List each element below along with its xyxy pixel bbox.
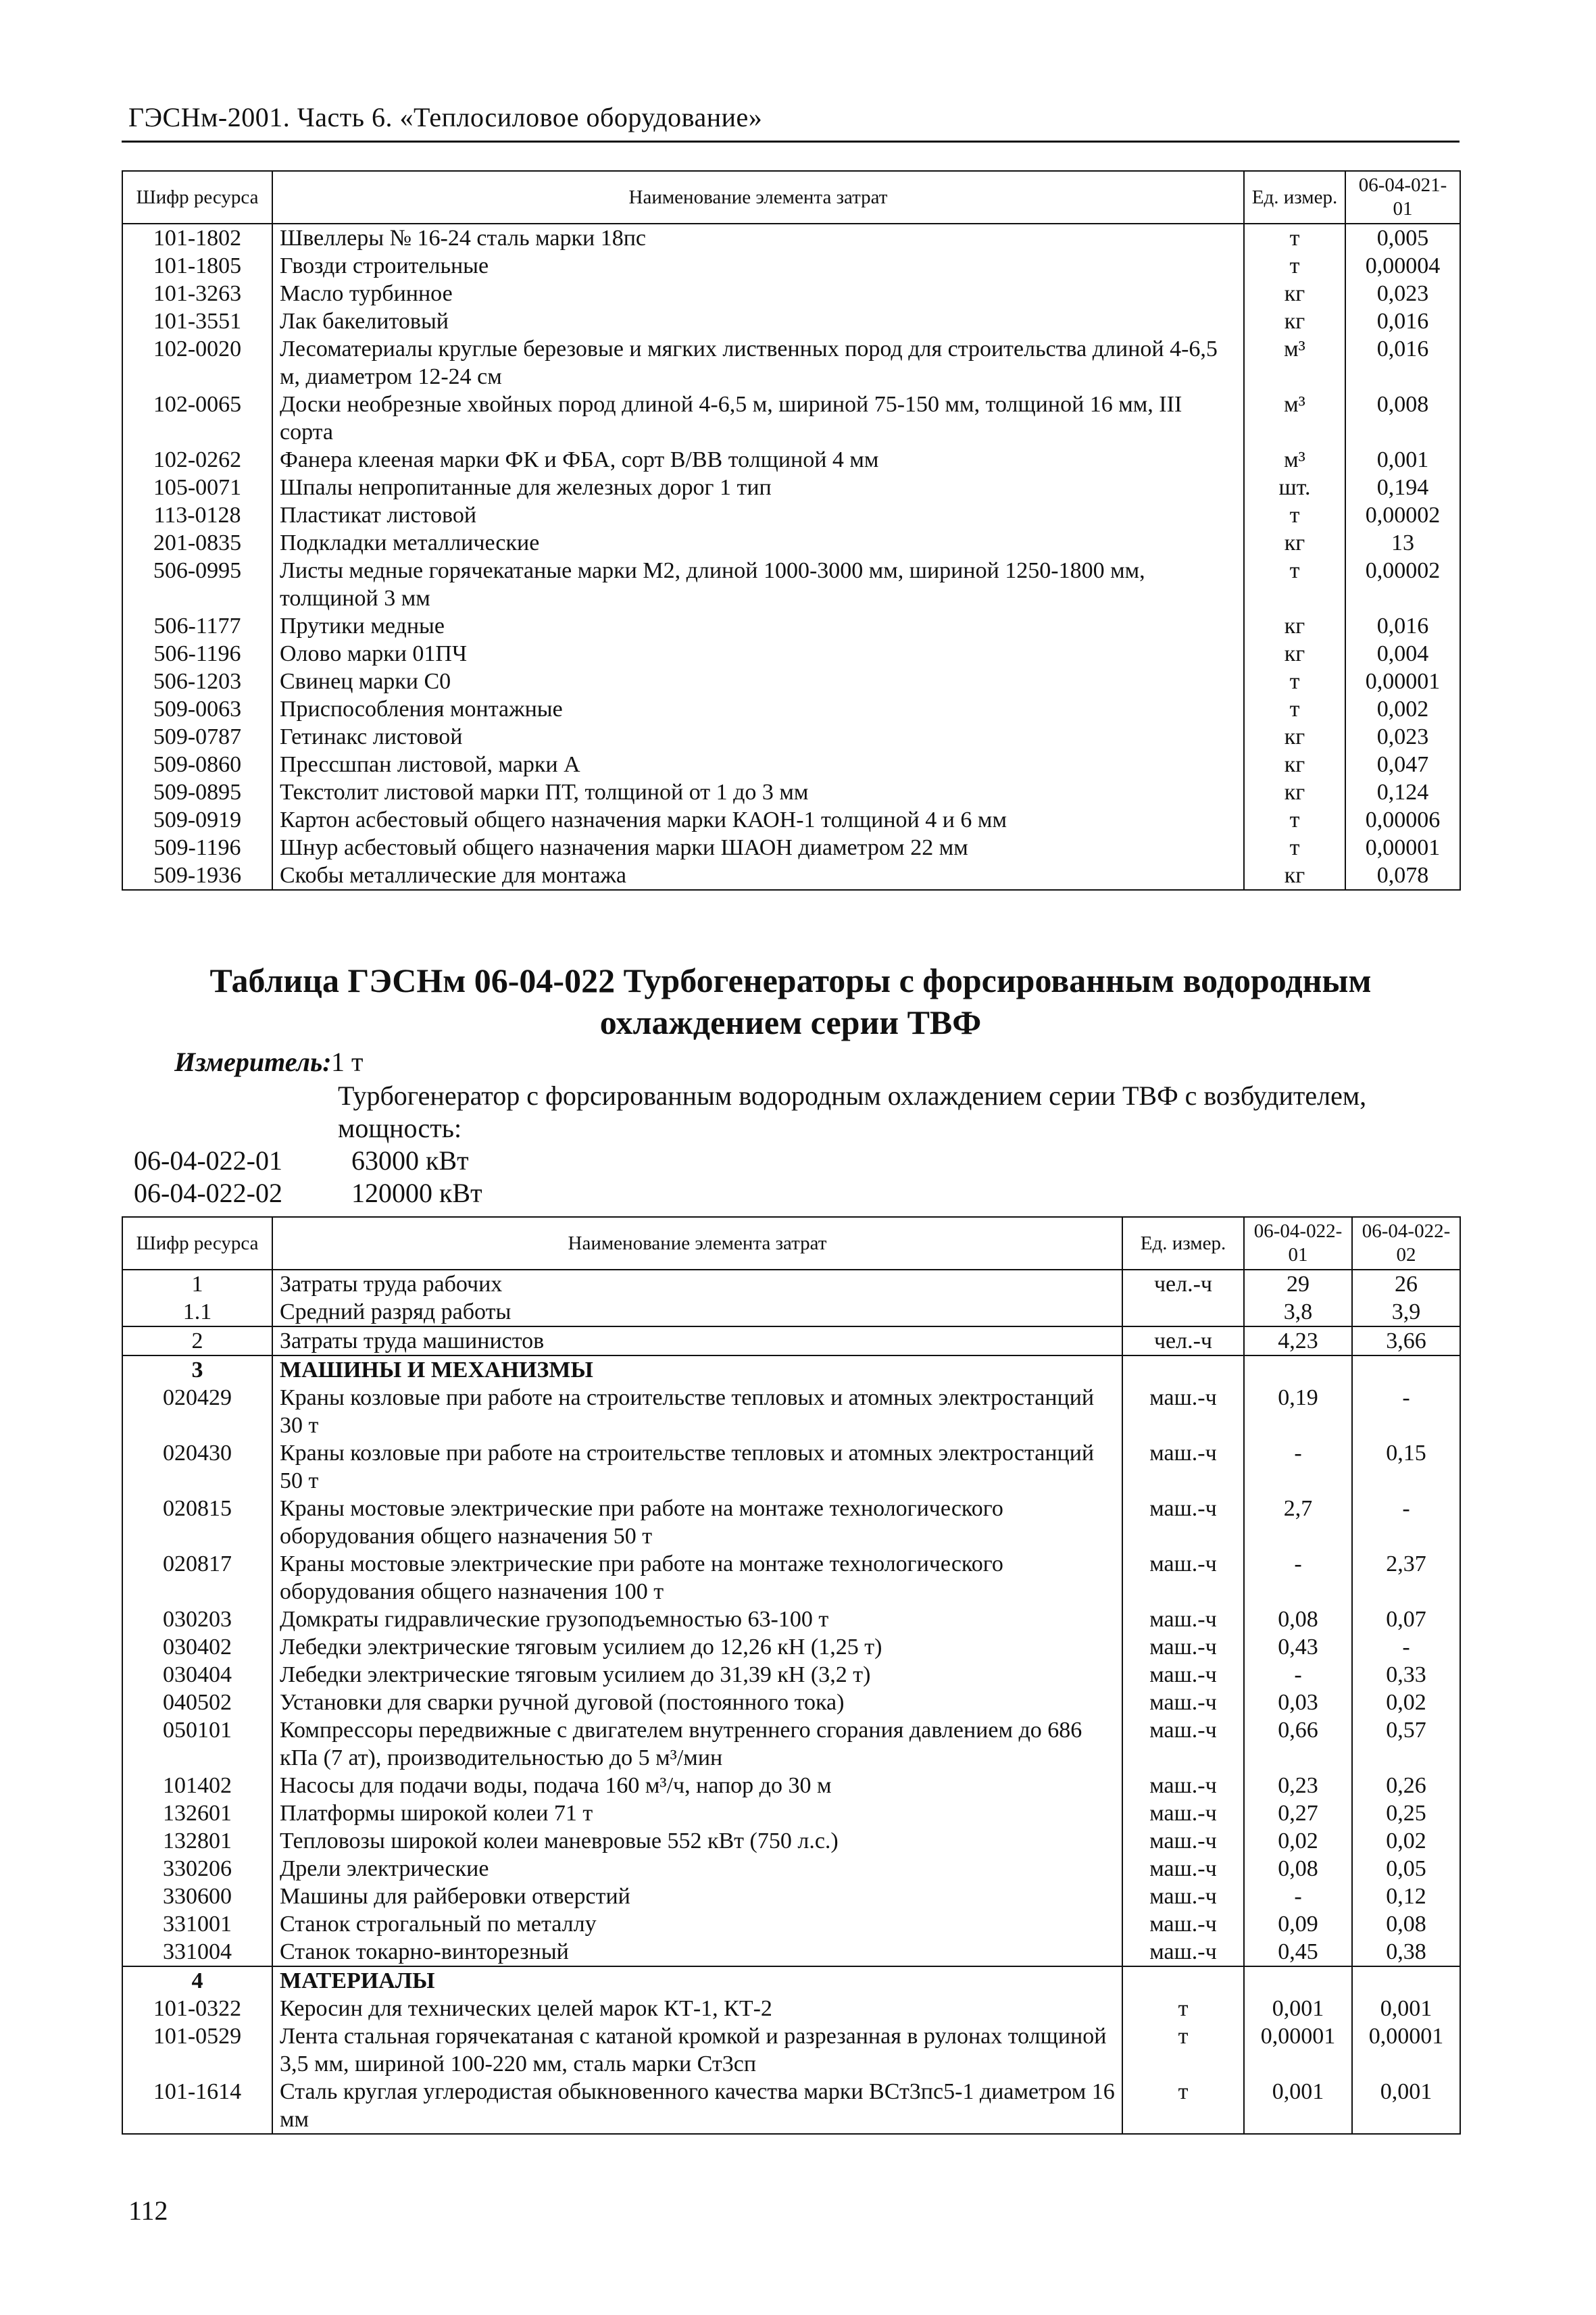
table-row [122,1995,1460,2022]
value-col1: 0,00001 [1345,834,1460,862]
value-col2: 0,12 [1352,1883,1460,1910]
resource-name: Станок строгальный по металлу [272,1910,1122,1938]
value-col1: 29 [1244,1270,1352,1298]
unit: маш.-ч [1122,1910,1244,1938]
value-col2: 0,001 [1352,2078,1460,2134]
value-col1: 0,001 [1345,446,1460,474]
resource-name: Скобы металлические для монтажа [272,862,1244,890]
resource-code: 330600 [122,1883,272,1910]
unit: т [1244,834,1345,862]
resource-code: 040502 [122,1689,272,1716]
table-row [122,557,1460,612]
resource-code: 101-3551 [122,307,272,335]
value-col1: 13 [1345,529,1460,557]
resource-code: 331004 [122,1938,272,1966]
resource-code: 020430 [122,1439,272,1495]
table-row [122,751,1460,778]
resource-code: 101-0529 [122,2022,272,2078]
value-col2 [1352,1966,1460,1995]
table-row [122,612,1460,640]
unit: м³ [1244,446,1345,474]
value-col2: 0,00001 [1352,2022,1460,2078]
resource-name: Масло турбинное [272,280,1244,307]
description-line1: Турбогенератор с форсированным водородным охлаждением серии ТВФ с возбудителем, [338,1080,1367,1111]
table-row [122,252,1460,280]
resource-code: 101-0322 [122,1995,272,2022]
resource-code: 020815 [122,1495,272,1550]
resource-code: 330206 [122,1855,272,1883]
resource-code: 509-0919 [122,806,272,834]
resource-name: Лента стальная горячекатаная с катаной кромкой и разрезанная в рулонах толщиной 3,5 мм, шириной 100-220 мм, сталь марки Ст3сп [272,2022,1122,2078]
value-col2: - [1352,1495,1460,1550]
value-col1: 0,016 [1345,612,1460,640]
resource-code: 101402 [122,1772,272,1799]
value-col1: 0,005 [1345,224,1460,252]
value-col1: - [1244,1661,1352,1689]
resource-name: Компрессоры передвижные с двигателем внутреннего сгорания давлением до 686 кПа (7 ат), производительностью до 5 м³/мин [272,1716,1122,1772]
resource-code: 102-0020 [122,335,272,391]
table-row [122,2022,1460,2078]
unit: маш.-ч [1122,1633,1244,1661]
value-col1: 0,43 [1244,1633,1352,1661]
variant-code: 06-04-022-01 [134,1145,282,1176]
unit: кг [1244,280,1345,307]
unit: маш.-ч [1122,1550,1244,1605]
resource-name: Прессшпан листовой, марки А [272,751,1244,778]
table-row [122,280,1460,307]
resource-code: 3 [122,1355,272,1384]
value-col1: 0,016 [1345,307,1460,335]
resource-name: Швеллеры № 16-24 сталь марки 18пс [272,224,1244,252]
value-col2: 2,37 [1352,1550,1460,1605]
resource-code: 506-1177 [122,612,272,640]
unit: т [1244,501,1345,529]
resource-code: 509-1936 [122,862,272,890]
value-col1: 3,8 [1244,1298,1352,1326]
header-col1: 06-04-021-01 [1345,171,1460,224]
value-col1: 0,001 [1244,1995,1352,2022]
unit: т [1244,668,1345,695]
value-col1 [1244,1966,1352,1995]
unit: кг [1244,529,1345,557]
value-col1: 0,19 [1244,1384,1352,1439]
resource-code: 102-0065 [122,391,272,446]
unit: чел.-ч [1122,1270,1244,1298]
resource-code: 020817 [122,1550,272,1605]
unit: кг [1244,723,1345,751]
unit: кг [1244,307,1345,335]
table-row [122,529,1460,557]
resource-code: 1 [122,1270,272,1298]
value-col1: 0,124 [1345,778,1460,806]
resource-name: Машины для райберовки отверстий [272,1883,1122,1910]
resource-code: 132601 [122,1799,272,1827]
unit: т [1122,2022,1244,2078]
unit: т [1244,252,1345,280]
table-row [122,391,1460,446]
value-col1: 0,001 [1244,2078,1352,2134]
table-row [122,806,1460,834]
resource-code: 105-0071 [122,474,272,501]
value-col2 [1352,1355,1460,1384]
resource-code: 509-0860 [122,751,272,778]
value-col2: 0,57 [1352,1716,1460,1772]
resource-name: Тепловозы широкой колеи маневровые 552 кВт (750 л.с.) [272,1827,1122,1855]
resource-code: 1.1 [122,1298,272,1326]
table-row [122,2078,1460,2134]
resource-code: 4 [122,1966,272,1995]
table-row [122,1716,1460,1772]
unit: маш.-ч [1122,1661,1244,1689]
resource-name: Листы медные горячекатаные марки М2, длиной 1000-3000 мм, шириной 1250-1800 мм, толщиной 3 мм [272,557,1244,612]
value-col1: - [1244,1439,1352,1495]
unit: маш.-ч [1122,1384,1244,1439]
value-col1: 0,023 [1345,280,1460,307]
resource-code: 509-0063 [122,695,272,723]
resource-code: 113-0128 [122,501,272,529]
resource-name: МАТЕРИАЛЫ [272,1966,1122,1995]
value-col1: 0,00002 [1345,557,1460,612]
unit: маш.-ч [1122,1605,1244,1633]
table-title [122,960,1460,1043]
header-code: Шифр ресурса [122,171,272,224]
value-col2: 26 [1352,1270,1460,1298]
value-col1: 0,23 [1244,1772,1352,1799]
unit: чел.-ч [1122,1326,1244,1355]
resource-name: Затраты труда машинистов [272,1326,1122,1355]
table-row [122,1661,1460,1689]
table-row [122,1605,1460,1633]
unit: м³ [1244,335,1345,391]
header-name: Наименование элемента затрат [272,171,1244,224]
value-col2: - [1352,1384,1460,1439]
unit: м³ [1244,391,1345,446]
value-col1: 0,00006 [1345,806,1460,834]
value-col1: 0,02 [1244,1827,1352,1855]
resource-name: Шпалы непропитанные для железных дорог 1 тип [272,474,1244,501]
resource-code: 101-1802 [122,224,272,252]
measure-label: Измеритель: [174,1047,332,1077]
unit: маш.-ч [1122,1689,1244,1716]
resource-code: 101-3263 [122,280,272,307]
resource-name: Текстолит листовой марки ПТ, толщиной от 1 до 3 мм [272,778,1244,806]
resource-name: Гвозди строительные [272,252,1244,280]
variant-code: 06-04-022-02 [134,1178,282,1208]
resource-name: Насосы для подачи воды, подача 160 м³/ч, напор до 30 м [272,1772,1122,1799]
resource-name: Картон асбестовый общего назначения марки КАОН-1 толщиной 4 и 6 мм [272,806,1244,834]
table-row [122,778,1460,806]
unit: маш.-ч [1122,1883,1244,1910]
value-col1: 0,078 [1345,862,1460,890]
value-col2: 0,001 [1352,1995,1460,2022]
unit: маш.-ч [1122,1938,1244,1966]
resource-name: Шнур асбестовый общего назначения марки ШАОН диаметром 22 мм [272,834,1244,862]
table-row [122,1633,1460,1661]
table-row [122,1355,1460,1384]
value-col1: 0,00004 [1345,252,1460,280]
table-row [122,862,1460,890]
table-row [122,1270,1460,1298]
table-row [122,1827,1460,1855]
resource-name: Керосин для технических целей марок КТ-1, КТ-2 [272,1995,1122,2022]
table2-body [122,1270,1460,2134]
table-row [122,640,1460,668]
resource-name: Платформы широкой колеи 71 т [272,1799,1122,1827]
value-col2: 0,07 [1352,1605,1460,1633]
table-row [122,1384,1460,1439]
resource-code: 506-0995 [122,557,272,612]
resource-name: Средний разряд работы [272,1298,1122,1326]
value-col1: 0,09 [1244,1910,1352,1938]
resource-name: Фанера клееная марки ФК и ФБА, сорт В/ВВ толщиной 4 мм [272,446,1244,474]
value-col2: 0,15 [1352,1439,1460,1495]
header-name: Наименование элемента затрат [272,1217,1122,1270]
resource-name: Затраты труда рабочих [272,1270,1122,1298]
table-row [122,834,1460,862]
table-title-line1: Таблица ГЭСНм 06-04-022 Турбогенераторы с форсированным водородным [209,962,1372,999]
table-row [122,1855,1460,1883]
resource-name: Краны мостовые электрические при работе на монтаже технологического оборудования общего назначения 50 т [272,1495,1122,1550]
resource-name: Сталь круглая углеродистая обыкновенного качества марки ВСт3пс5-1 диаметром 16 мм [272,2078,1122,2134]
resource-code: 506-1203 [122,668,272,695]
value-col1: 0,047 [1345,751,1460,778]
resource-table-021 [122,170,1461,891]
table-row [122,1910,1460,1938]
value-col2: 0,26 [1352,1772,1460,1799]
resource-code: 030404 [122,1661,272,1689]
unit [1122,1966,1244,1995]
resource-name: Свинец марки С0 [272,668,1244,695]
table-row [122,1772,1460,1799]
table-row [122,1883,1460,1910]
page-number: 112 [128,2195,168,2226]
table-row [122,1439,1460,1495]
resource-name: Станок токарно-винторезный [272,1938,1122,1966]
resource-code: 132801 [122,1827,272,1855]
variant-value: 63000 кВт [351,1145,469,1176]
value-col1: 0,66 [1244,1716,1352,1772]
resource-code: 201-0835 [122,529,272,557]
resource-name: Прутики медные [272,612,1244,640]
resource-code: 020429 [122,1384,272,1439]
table-title-line2: охлаждением серии ТВФ [599,1003,982,1041]
value-col1: 0,03 [1244,1689,1352,1716]
resource-name: Краны козловые при работе на строительстве тепловых и атомных электростанций 50 т [272,1439,1122,1495]
resource-name: Краны козловые при работе на строительстве тепловых и атомных электростанций 30 т [272,1384,1122,1439]
resource-code: 506-1196 [122,640,272,668]
unit: кг [1244,640,1345,668]
table-row [122,1326,1460,1355]
value-col2: 3,66 [1352,1326,1460,1355]
table-row [122,224,1460,252]
table-row [122,474,1460,501]
resource-code: 050101 [122,1716,272,1772]
header-unit: Ед. измер. [1244,171,1345,224]
value-col2: 0,02 [1352,1689,1460,1716]
resource-name: Приспособления монтажные [272,695,1244,723]
resource-name: Олово марки 01ПЧ [272,640,1244,668]
table-row [122,1689,1460,1716]
table-row [122,1495,1460,1550]
unit: кг [1244,862,1345,890]
resource-code: 509-1196 [122,834,272,862]
unit: маш.-ч [1122,1495,1244,1550]
resource-name: МАШИНЫ И МЕХАНИЗМЫ [272,1355,1122,1384]
header-code: Шифр ресурса [122,1217,272,1270]
resource-code: 101-1614 [122,2078,272,2134]
resource-name: Лак бакелитовый [272,307,1244,335]
value-col1: 4,23 [1244,1326,1352,1355]
unit: маш.-ч [1122,1855,1244,1883]
value-col1: 0,45 [1244,1938,1352,1966]
table-row [122,1938,1460,1966]
table-row [122,1799,1460,1827]
unit: маш.-ч [1122,1772,1244,1799]
resource-name: Краны мостовые электрические при работе на монтаже технологического оборудования общего назначения 100 т [272,1550,1122,1605]
resource-name: Лебедки электрические тяговым усилием до 12,26 кН (1,25 т) [272,1633,1122,1661]
resource-name: Домкраты гидравлические грузоподъемностью 63-100 т [272,1605,1122,1633]
value-col2: 0,33 [1352,1661,1460,1689]
unit: т [1244,224,1345,252]
description-line2: мощность: [338,1113,462,1143]
unit: т [1244,806,1345,834]
value-col1: 0,002 [1345,695,1460,723]
unit: маш.-ч [1122,1439,1244,1495]
value-col1: 0,08 [1244,1855,1352,1883]
value-col1 [1244,1355,1352,1384]
header-col2: 06-04-022-02 [1352,1217,1460,1270]
value-col1: 0,08 [1244,1605,1352,1633]
value-col1: 2,7 [1244,1495,1352,1550]
unit: маш.-ч [1122,1716,1244,1772]
table-row [122,1298,1460,1326]
value-col1: 0,194 [1345,474,1460,501]
unit [1122,1298,1244,1326]
running-header: ГЭСНм-2001. Часть 6. «Теплосиловое оборудование» [128,102,763,132]
unit: шт. [1244,474,1345,501]
resource-code: 030203 [122,1605,272,1633]
value-col2: 3,9 [1352,1298,1460,1326]
unit: т [1244,557,1345,612]
unit: т [1122,2078,1244,2134]
unit: маш.-ч [1122,1799,1244,1827]
value-col2: 0,38 [1352,1938,1460,1966]
table-row [122,1550,1460,1605]
value-col1: 0,023 [1345,723,1460,751]
description [338,1080,1419,1145]
header-unit: Ед. измер. [1122,1217,1244,1270]
resource-code: 030402 [122,1633,272,1661]
variant-value: 120000 кВт [351,1178,482,1208]
resource-name: Лебедки электрические тяговым усилием до 31,39 кН (3,2 т) [272,1661,1122,1689]
value-col1: 0,00001 [1244,2022,1352,2078]
table-row [122,695,1460,723]
value-col2: 0,25 [1352,1799,1460,1827]
header-col1: 06-04-022-01 [1244,1217,1352,1270]
resource-code: 2 [122,1326,272,1355]
table-row [122,723,1460,751]
value-col1: 0,27 [1244,1799,1352,1827]
value-col1: 0,016 [1345,335,1460,391]
value-col1: - [1244,1550,1352,1605]
resource-name: Гетинакс листовой [272,723,1244,751]
unit: кг [1244,751,1345,778]
table-row [122,446,1460,474]
resource-name: Пластикат листовой [272,501,1244,529]
header-rule [122,141,1460,143]
value-col2: 0,08 [1352,1910,1460,1938]
value-col1: 0,00001 [1345,668,1460,695]
table-row [122,1966,1460,1995]
unit: маш.-ч [1122,1827,1244,1855]
table-row [122,335,1460,391]
value-col2: 0,02 [1352,1827,1460,1855]
resource-name: Дрели электрические [272,1855,1122,1883]
table-row [122,307,1460,335]
resource-name: Подкладки металлические [272,529,1244,557]
resource-code: 101-1805 [122,252,272,280]
table-row [122,668,1460,695]
resource-name: Лесоматериалы круглые березовые и мягких лиственных пород для строительства длиной 4-6,5 м, диаметром 12-24 см [272,335,1244,391]
table1-body [122,224,1460,890]
resource-code: 331001 [122,1910,272,1938]
value-col1: - [1244,1883,1352,1910]
value-col2: - [1352,1633,1460,1661]
value-col1: 0,00002 [1345,501,1460,529]
unit [1122,1355,1244,1384]
value-col1: 0,004 [1345,640,1460,668]
resource-table-022 [122,1216,1461,2135]
unit: т [1122,1995,1244,2022]
resource-code: 102-0262 [122,446,272,474]
value-col2: 0,05 [1352,1855,1460,1883]
measure-value: 1 т [331,1047,364,1077]
table-row [122,501,1460,529]
unit: кг [1244,612,1345,640]
resource-code: 509-0895 [122,778,272,806]
unit: т [1244,695,1345,723]
unit: кг [1244,778,1345,806]
resource-name: Установки для сварки ручной дуговой (постоянного тока) [272,1689,1122,1716]
resource-code: 509-0787 [122,723,272,751]
resource-name: Доски необрезные хвойных пород длиной 4-6,5 м, шириной 75-150 мм, толщиной 16 мм, III сорта [272,391,1244,446]
value-col1: 0,008 [1345,391,1460,446]
